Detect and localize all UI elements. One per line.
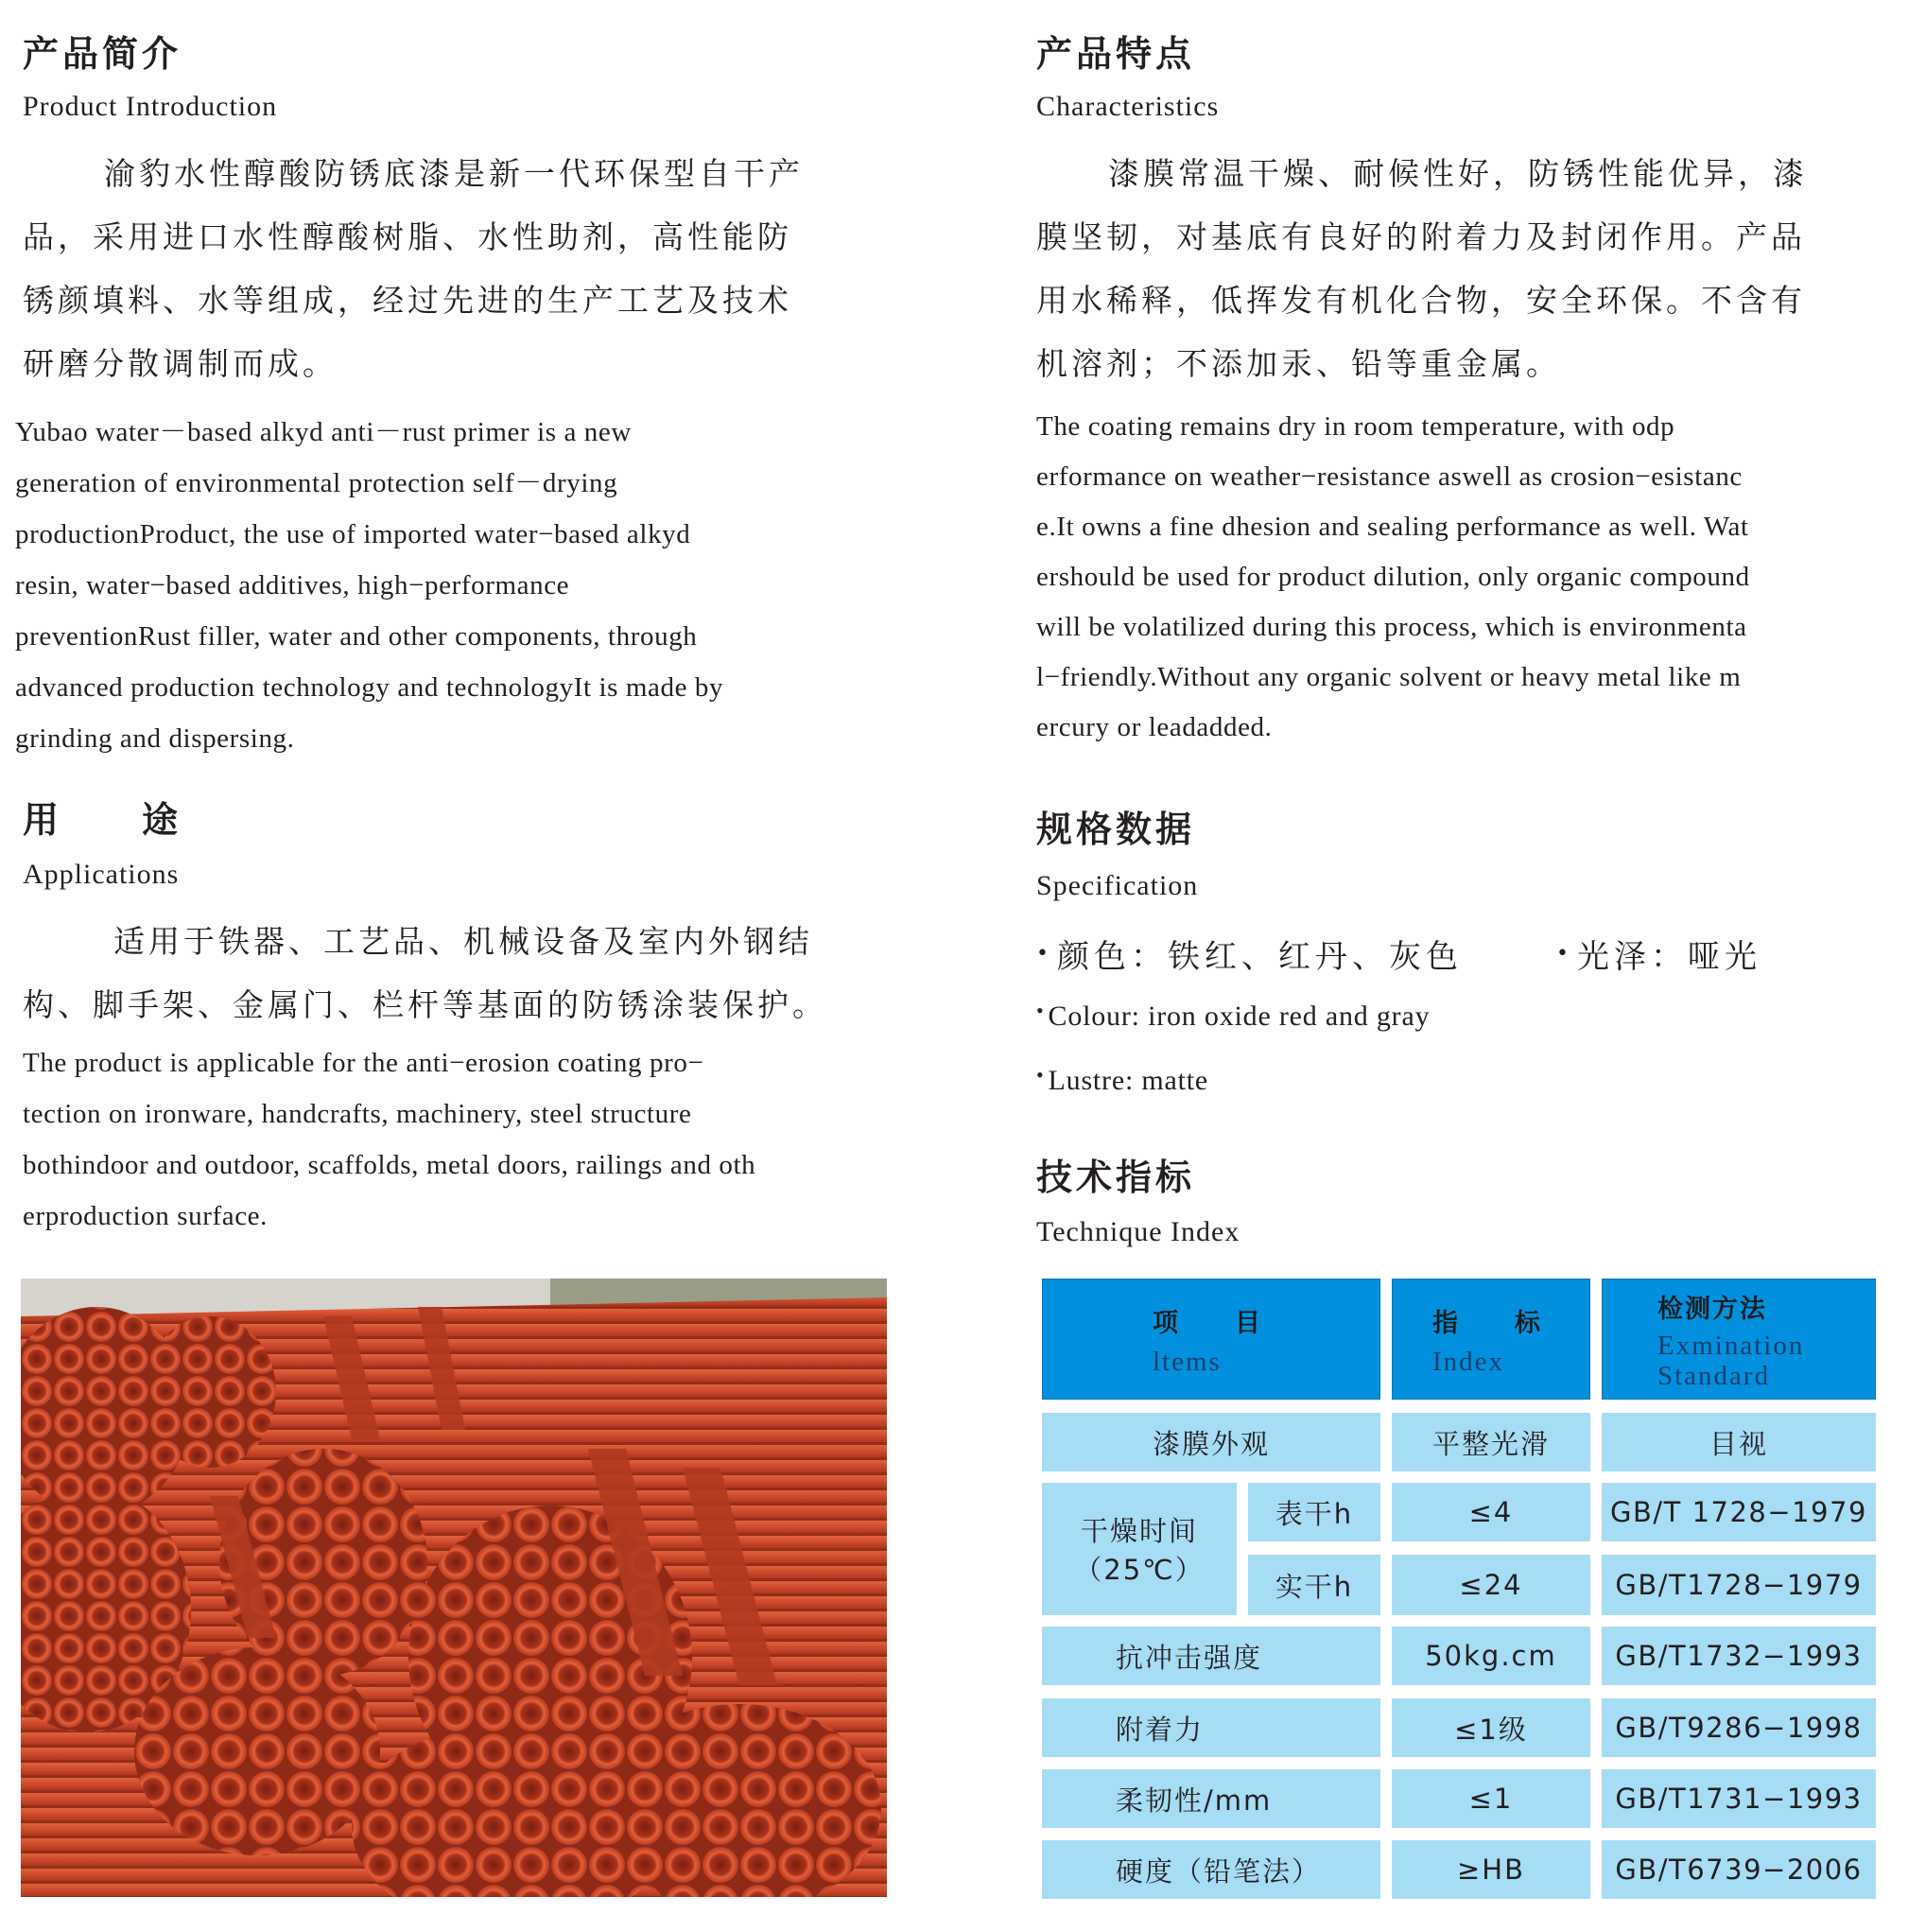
table-cell-index: ≥HB	[1392, 1840, 1590, 1899]
table-cell-index: 平整光滑	[1392, 1413, 1590, 1471]
spec-lustre-zh-text: 光泽：哑光	[1576, 938, 1761, 976]
intro-en-line: Yubao water－based alkyd anti－rust primer is a new	[15, 417, 632, 447]
intro-zh-line: 研磨分散调制而成。	[23, 345, 338, 382]
applications-en-line: tection on ironware, handcrafts, machinery, steel structure	[23, 1099, 692, 1129]
applications-zh-line: 适用于铁器、工艺品、机械设备及室内外钢结	[113, 923, 813, 960]
header-index	[1392, 1279, 1590, 1400]
technique-title-en: Technique Index	[1036, 1216, 1240, 1247]
intro-zh-line: 锈颜填料、水等组成，经过先进的生产工艺及技术	[23, 282, 792, 319]
table-cell-index: 50kg.cm	[1392, 1627, 1590, 1685]
applications-text-en	[23, 1037, 911, 1242]
technique-title-zh: 技术指标	[1036, 1157, 1196, 1198]
characteristics-en-line: The coating remains dry in room temperature, with odp	[1036, 411, 1675, 442]
table-cell-sub: 表干h	[1248, 1483, 1380, 1541]
characteristics-zh-line: 用水稀释，低挥发有机化合物，安全环保。不含有	[1036, 282, 1806, 319]
spec-colour-en	[1036, 999, 1430, 1033]
applications-en-line: The product is applicable for the anti−erosion coating pro−	[23, 1048, 704, 1078]
table-cell-method: 目视	[1602, 1413, 1876, 1471]
intro-zh-line: 渝豹水性醇酸防锈底漆是新一代环保型自干产	[104, 155, 804, 192]
characteristics-title-en: Characteristics	[1036, 91, 1220, 122]
header-method-zh: 检测方法	[1657, 1294, 1767, 1324]
header-items-zh: 项 目	[1153, 1308, 1262, 1338]
characteristics-zh-line: 漆膜常温干燥、耐候性好，防锈性能优异，漆	[1108, 155, 1808, 192]
steel-pipes-photo	[21, 1279, 887, 1897]
applications-text-zh	[23, 910, 911, 1036]
characteristics-text-en	[1036, 402, 1899, 753]
table-cell-method: GB/T6739−2006	[1602, 1840, 1876, 1899]
table-cell-index: ≤1	[1392, 1769, 1590, 1828]
characteristics-zh-line: 机溶剂；不添加汞、铅等重金属。	[1036, 345, 1561, 382]
specification-title-en: Specification	[1036, 870, 1199, 901]
spec-lustre-zh	[1556, 931, 1761, 977]
characteristics-en-line: ercury or leadadded.	[1036, 712, 1273, 742]
characteristics-en-line: l−friendly.Without any organic solvent or heavy metal like m	[1036, 662, 1742, 692]
applications-title-zh: 用 途	[23, 799, 182, 841]
intro-en-line: generation of environmental protection self－drying	[15, 468, 618, 498]
table-cell-item-drying	[1042, 1483, 1237, 1615]
table-cell-item: 抗冲击强度	[1042, 1627, 1380, 1685]
table-cell-item: 柔韧性/mm	[1042, 1769, 1380, 1828]
spec-lustre-en-text: Lustre: matte	[1048, 1065, 1209, 1096]
specification-title-zh: 规格数据	[1036, 809, 1196, 850]
intro-text-zh	[23, 142, 893, 395]
intro-title-zh: 产品简介	[23, 33, 182, 75]
drying-time-label: 干燥时间	[1080, 1515, 1198, 1547]
characteristics-en-line: e.It owns a fine dhesion and sealing performance as well. Wat	[1036, 512, 1749, 542]
bullet-icon: •	[1036, 942, 1053, 966]
table-cell-index: ≤4	[1392, 1483, 1590, 1541]
applications-zh-line: 构、脚手架、金属门、栏杆等基面的防锈涂装保护。	[23, 986, 827, 1023]
header-method	[1602, 1279, 1876, 1400]
table-cell-item: 附着力	[1042, 1698, 1380, 1757]
table-cell-index: ≤24	[1392, 1555, 1590, 1615]
characteristics-zh-line: 膜坚韧，对基底有良好的附着力及封闭作用。产品	[1036, 218, 1806, 255]
applications-en-line: erproduction surface.	[23, 1201, 268, 1231]
table-cell-sub: 实干h	[1248, 1555, 1380, 1615]
applications-en-line: bothindoor and outdoor, scaffolds, metal doors, railings and oth	[23, 1150, 756, 1180]
header-items-en: ltems	[1153, 1346, 1222, 1377]
characteristics-en-line: will be volatilized during this process, which is environmenta	[1036, 612, 1747, 642]
header-index-en: Index	[1432, 1346, 1505, 1377]
intro-zh-line: 品，采用进口水性醇酸树脂、水性助剂，高性能防	[23, 218, 792, 255]
intro-text-en	[15, 407, 904, 764]
spec-lustre-en	[1036, 1063, 1208, 1097]
spec-colour-zh	[1036, 931, 1463, 977]
intro-en-line: preventionRust filler, water and other components, through	[15, 621, 698, 652]
intro-en-line: resin, water−based additives, high−performance	[15, 570, 570, 600]
characteristics-text-zh	[1036, 142, 1899, 395]
characteristics-en-line: erformance on weather−resistance aswell as crosion−esistanc	[1036, 461, 1743, 492]
spec-colour-zh-text: 颜色：铁红、红丹、灰色	[1056, 938, 1463, 976]
table-cell-method: GB/T 1728−1979	[1602, 1483, 1876, 1541]
table-cell-method: GB/T1728−1979	[1602, 1555, 1876, 1615]
bullet-icon: •	[1036, 1063, 1045, 1087]
header-method-en-2: Standard	[1657, 1360, 1771, 1391]
intro-en-line: grinding and dispersing.	[15, 723, 295, 754]
table-cell-item: 漆膜外观	[1042, 1413, 1380, 1471]
header-index-zh: 指 标	[1432, 1308, 1542, 1338]
table-cell-item: 硬度（铅笔法）	[1042, 1840, 1380, 1899]
table-cell-method: GB/T1731−1993	[1602, 1769, 1876, 1828]
characteristics-title-zh: 产品特点	[1036, 33, 1196, 75]
drying-temp-label: （25℃）	[1074, 1554, 1205, 1586]
bullet-icon: •	[1556, 942, 1573, 966]
table-cell-method: GB/T9286−1998	[1602, 1698, 1876, 1757]
header-items	[1042, 1279, 1380, 1400]
intro-en-line: productionProduct, the use of imported water−based alkyd	[15, 519, 691, 549]
intro-en-line: advanced production technology and technologyIt is made by	[15, 672, 724, 703]
spec-colour-en-text: Colour: iron oxide red and gray	[1048, 1001, 1431, 1032]
characteristics-en-line: ershould be used for product dilution, only organic compound	[1036, 562, 1750, 592]
intro-title-en: Product Introduction	[23, 91, 278, 122]
bullet-icon: •	[1036, 999, 1045, 1022]
table-cell-index: ≤1级	[1392, 1698, 1590, 1757]
applications-title-en: Applications	[23, 859, 180, 890]
table-cell-method: GB/T1732−1993	[1602, 1627, 1876, 1685]
header-method-en-1: Exmination	[1657, 1330, 1805, 1361]
